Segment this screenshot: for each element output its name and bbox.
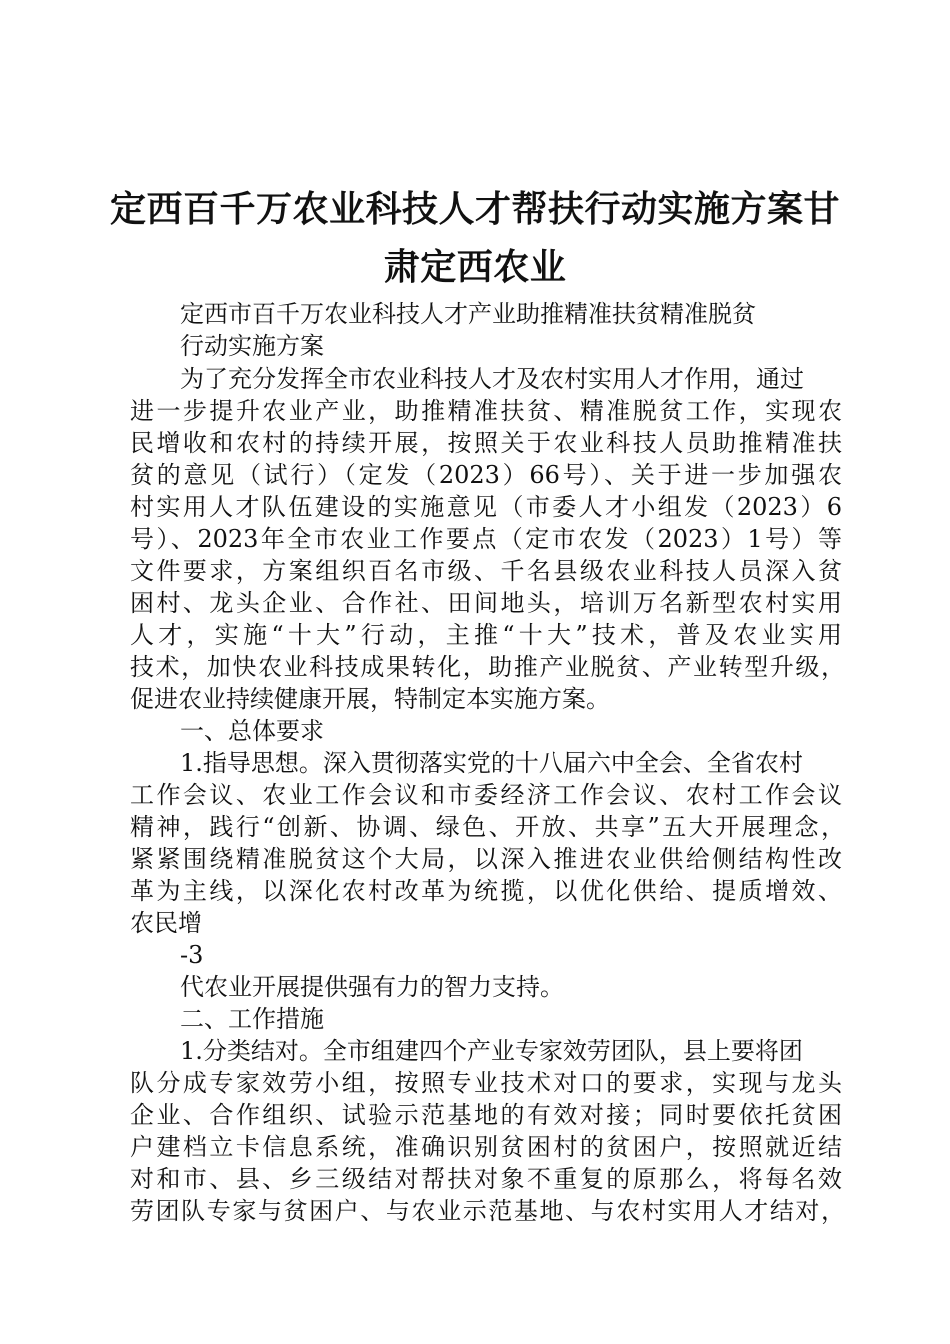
section-1-item-line: 革为主线，以深化农村改革为统揽，以优化供给、提质增效、: [130, 877, 842, 905]
document-title-line-2: 肃定西农业: [383, 247, 567, 288]
intro-line: 为了充分发挥全市农业科技人才及农村实用人才作用，通过: [180, 365, 804, 393]
subtitle-line-1: 定西市百千万农业科技人才产业助推精准扶贫精准脱贫: [180, 300, 756, 328]
section-1-item-line: 精神，践行“创新、协调、绿色、开放、共享”五大开展理念，: [130, 813, 845, 841]
document-title-line-1: 定西百千万农业科技人才帮扶行动实施方案甘: [110, 189, 841, 230]
intro-line: 进一步提升农业产业，助推精准扶贫、精准脱贫工作，实现农: [130, 397, 842, 425]
intro-line: 文件要求，方案组织百名市级、千名县级农业科技人员深入贫: [130, 557, 842, 585]
section-1-item-line: 1.指导思想。深入贯彻落实党的十八届六中全会、全省农村: [180, 749, 803, 777]
section-1-item-line: 农民增: [130, 909, 202, 937]
section-1-item-line: 紧紧围绕精准脱贫这个大局，以深入推进农业供给侧结构性改: [130, 845, 842, 873]
section-2-item-line: 队分成专家效劳小组，按照专业技术对口的要求，实现与龙头: [130, 1069, 842, 1097]
intro-line: 人才，实施“十大”行动，主推“十大”技术，普及农业实用: [130, 621, 842, 649]
intro-line: 困村、龙头企业、合作社、田间地头，培训万名新型农村实用: [130, 589, 842, 617]
section-2-item-line: 企业、合作组织、试验示范基地的有效对接；同时要依托贫困: [130, 1101, 842, 1129]
page-marker: -3: [180, 941, 204, 969]
subtitle-line-2: 行动实施方案: [180, 332, 324, 360]
section-2-item-line: 对和市、县、乡三级结对帮扶对象不重复的原那么，将每名效: [130, 1165, 842, 1193]
section-1-heading: 一、总体要求: [180, 717, 324, 745]
intro-line: 村实用人才队伍建设的实施意见（市委人才小组发（2023）6: [130, 493, 842, 521]
section-2-item-line: 户建档立卡信息系统，准确识别贫困村的贫困户，按照就近结: [130, 1133, 842, 1161]
intro-line: 民增收和农村的持续开展，按照关于农业科技人员助推精准扶: [130, 429, 842, 457]
section-2-item-line: 劳团队专家与贫困户、与农业示范基地、与农村实用人才结对，: [130, 1197, 845, 1225]
continuation-line: 代农业开展提供强有力的智力支持。: [180, 973, 564, 1001]
intro-line: 技术，加快农业科技成果转化，助推产业脱贫、产业转型升级，: [130, 653, 845, 681]
intro-line: 促进农业持续健康开展，特制定本实施方案。: [130, 685, 610, 713]
section-2-heading: 二、工作措施: [180, 1005, 324, 1033]
intro-line: 贫的意见（试行）（定发（2023）66号）、关于进一步加强农: [130, 461, 842, 489]
intro-line: 号）、2023年全市农业工作要点（定市农发（2023）1号）等: [130, 525, 842, 553]
section-2-item-line: 1.分类结对。全市组建四个产业专家效劳团队，县上要将团: [180, 1037, 803, 1065]
section-1-item-line: 工作会议、农业工作会议和市委经济工作会议、农村工作会议: [130, 781, 842, 809]
